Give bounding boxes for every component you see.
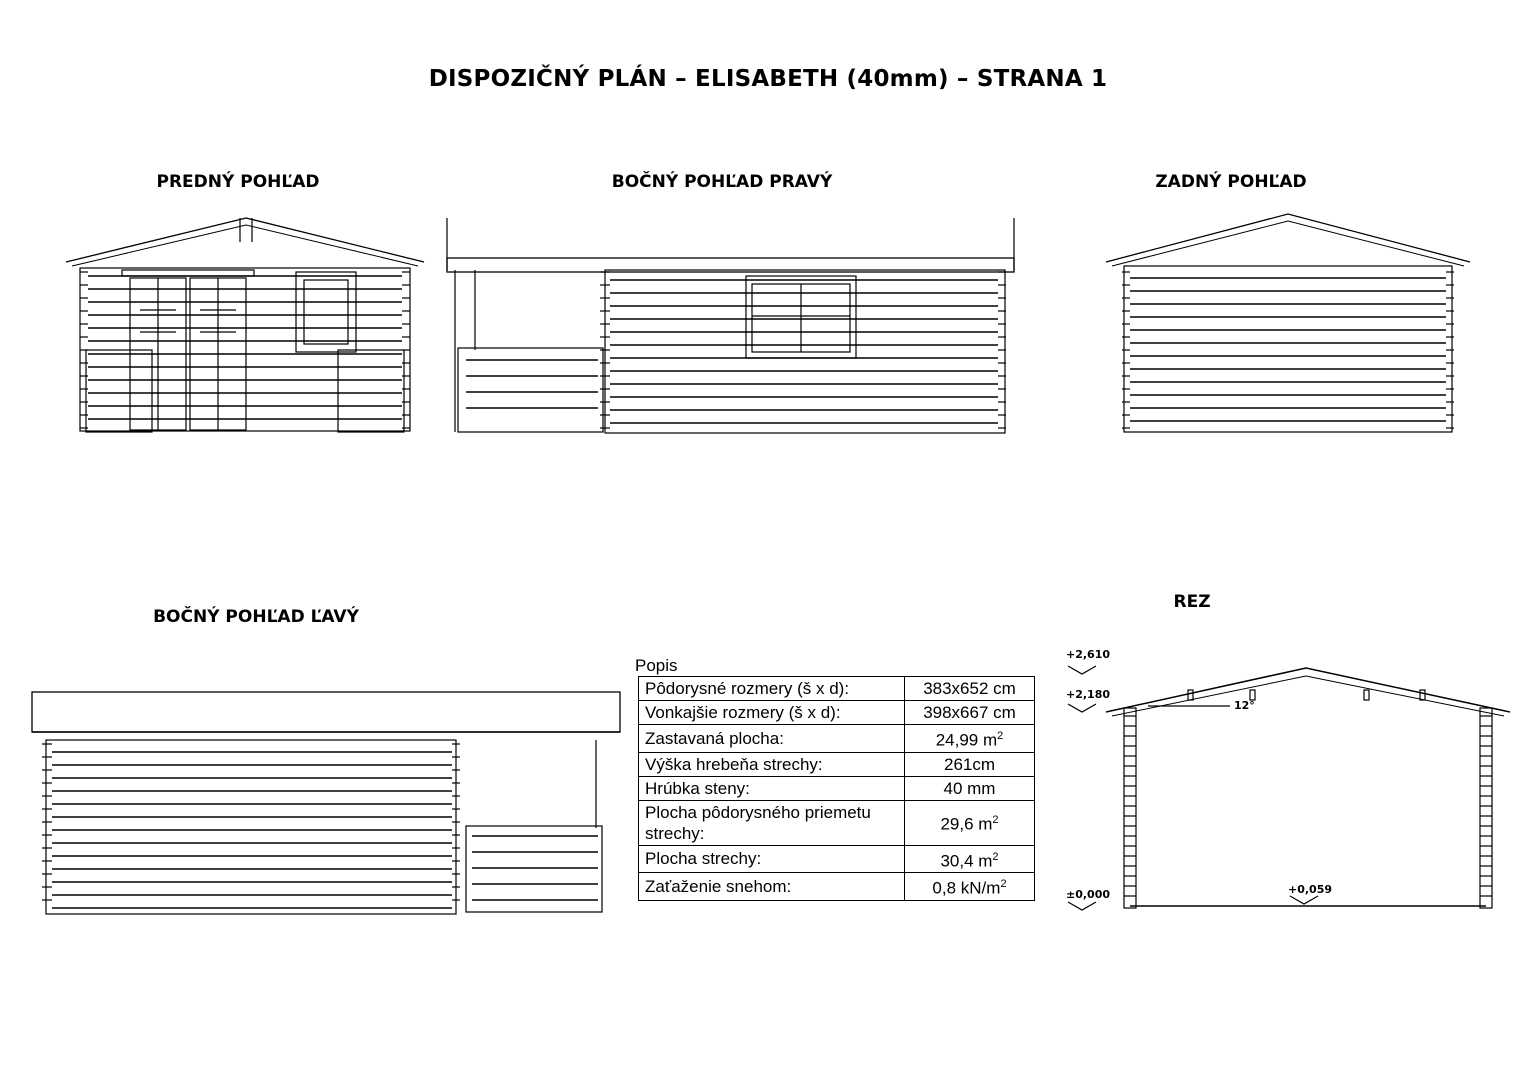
level-label-ground: ±0,000 xyxy=(1066,888,1111,901)
level-label-ridge: +2,610 xyxy=(1066,648,1111,661)
specs-row xyxy=(639,800,1035,845)
level-marker xyxy=(1068,704,1096,712)
spec-label: Zaťaženie snehom: xyxy=(639,873,905,901)
level-marker xyxy=(1068,666,1096,674)
specs-row xyxy=(639,752,1035,776)
specs-row xyxy=(639,701,1035,725)
front-roof-inner xyxy=(72,225,418,266)
section-wall-left xyxy=(1124,708,1136,908)
spec-label: Výška hrebeňa strechy: xyxy=(639,752,905,776)
side-left-view-label: BOČNÝ POHĽAD ĽAVÝ xyxy=(153,607,359,627)
level-label-floor: +0,059 xyxy=(1288,883,1333,896)
specs-row xyxy=(639,873,1035,901)
page-title: DISPOZIČNÝ PLÁN – ELISABETH (40mm) – STRANA 1 xyxy=(428,66,1108,92)
spec-value: 24,99 $m^2$ xyxy=(905,725,1035,753)
specs-table xyxy=(638,676,1035,901)
spec-value: 383x652 cm xyxy=(905,677,1035,701)
front-lintel xyxy=(122,270,254,276)
back-view-label: ZADNÝ POHĽAD xyxy=(1155,172,1307,192)
specs-row xyxy=(639,776,1035,800)
side-left-wall-outline xyxy=(46,740,456,914)
level-label-eave: +2,180 xyxy=(1066,688,1111,701)
spec-value: 261cm xyxy=(905,752,1035,776)
rafter-joint xyxy=(1188,690,1193,700)
popis-caption: Popis xyxy=(635,656,678,675)
roof-angle-label: 12° xyxy=(1234,699,1255,712)
specs-row xyxy=(639,725,1035,753)
side-right-view-label: BOČNÝ POHĽAD PRAVÝ xyxy=(611,172,833,192)
spec-label: Vonkajšie rozmery (š x d): xyxy=(639,701,905,725)
section-roof-inner xyxy=(1112,676,1504,716)
side-left-terrace-rail xyxy=(466,826,602,912)
front-roof-outer xyxy=(66,218,424,262)
spec-label: Plocha strechy: xyxy=(639,845,905,873)
spec-value: 398x667 cm xyxy=(905,701,1035,725)
spec-label: Hrúbka steny: xyxy=(639,776,905,800)
level-marker xyxy=(1290,896,1318,904)
rafter-joint xyxy=(1420,690,1425,700)
spec-label: Plocha pôdorysného priemetu strechy: xyxy=(639,800,905,845)
spec-value: 40 mm xyxy=(905,776,1035,800)
section-view-label: REZ xyxy=(1173,592,1211,612)
spec-value: 30,4 $m^2$ xyxy=(905,845,1035,873)
section-wall-right xyxy=(1480,708,1492,908)
front-view-label: PREDNÝ POHĽAD xyxy=(156,172,320,192)
spec-label: Zastavaná plocha: xyxy=(639,725,905,753)
spec-value: 0,8 $kN/m^2$ xyxy=(905,873,1035,901)
spec-value: 29,6 $m^2$ xyxy=(905,800,1035,845)
rafter-joint xyxy=(1364,690,1369,700)
front-window-frame xyxy=(296,272,356,352)
level-marker xyxy=(1068,902,1096,910)
spec-label: Pôdorysné rozmery (š x d): xyxy=(639,677,905,701)
specs-row xyxy=(639,845,1035,873)
specs-row xyxy=(639,677,1035,701)
side-left-roof xyxy=(32,692,620,732)
back-roof-inner xyxy=(1112,221,1464,266)
